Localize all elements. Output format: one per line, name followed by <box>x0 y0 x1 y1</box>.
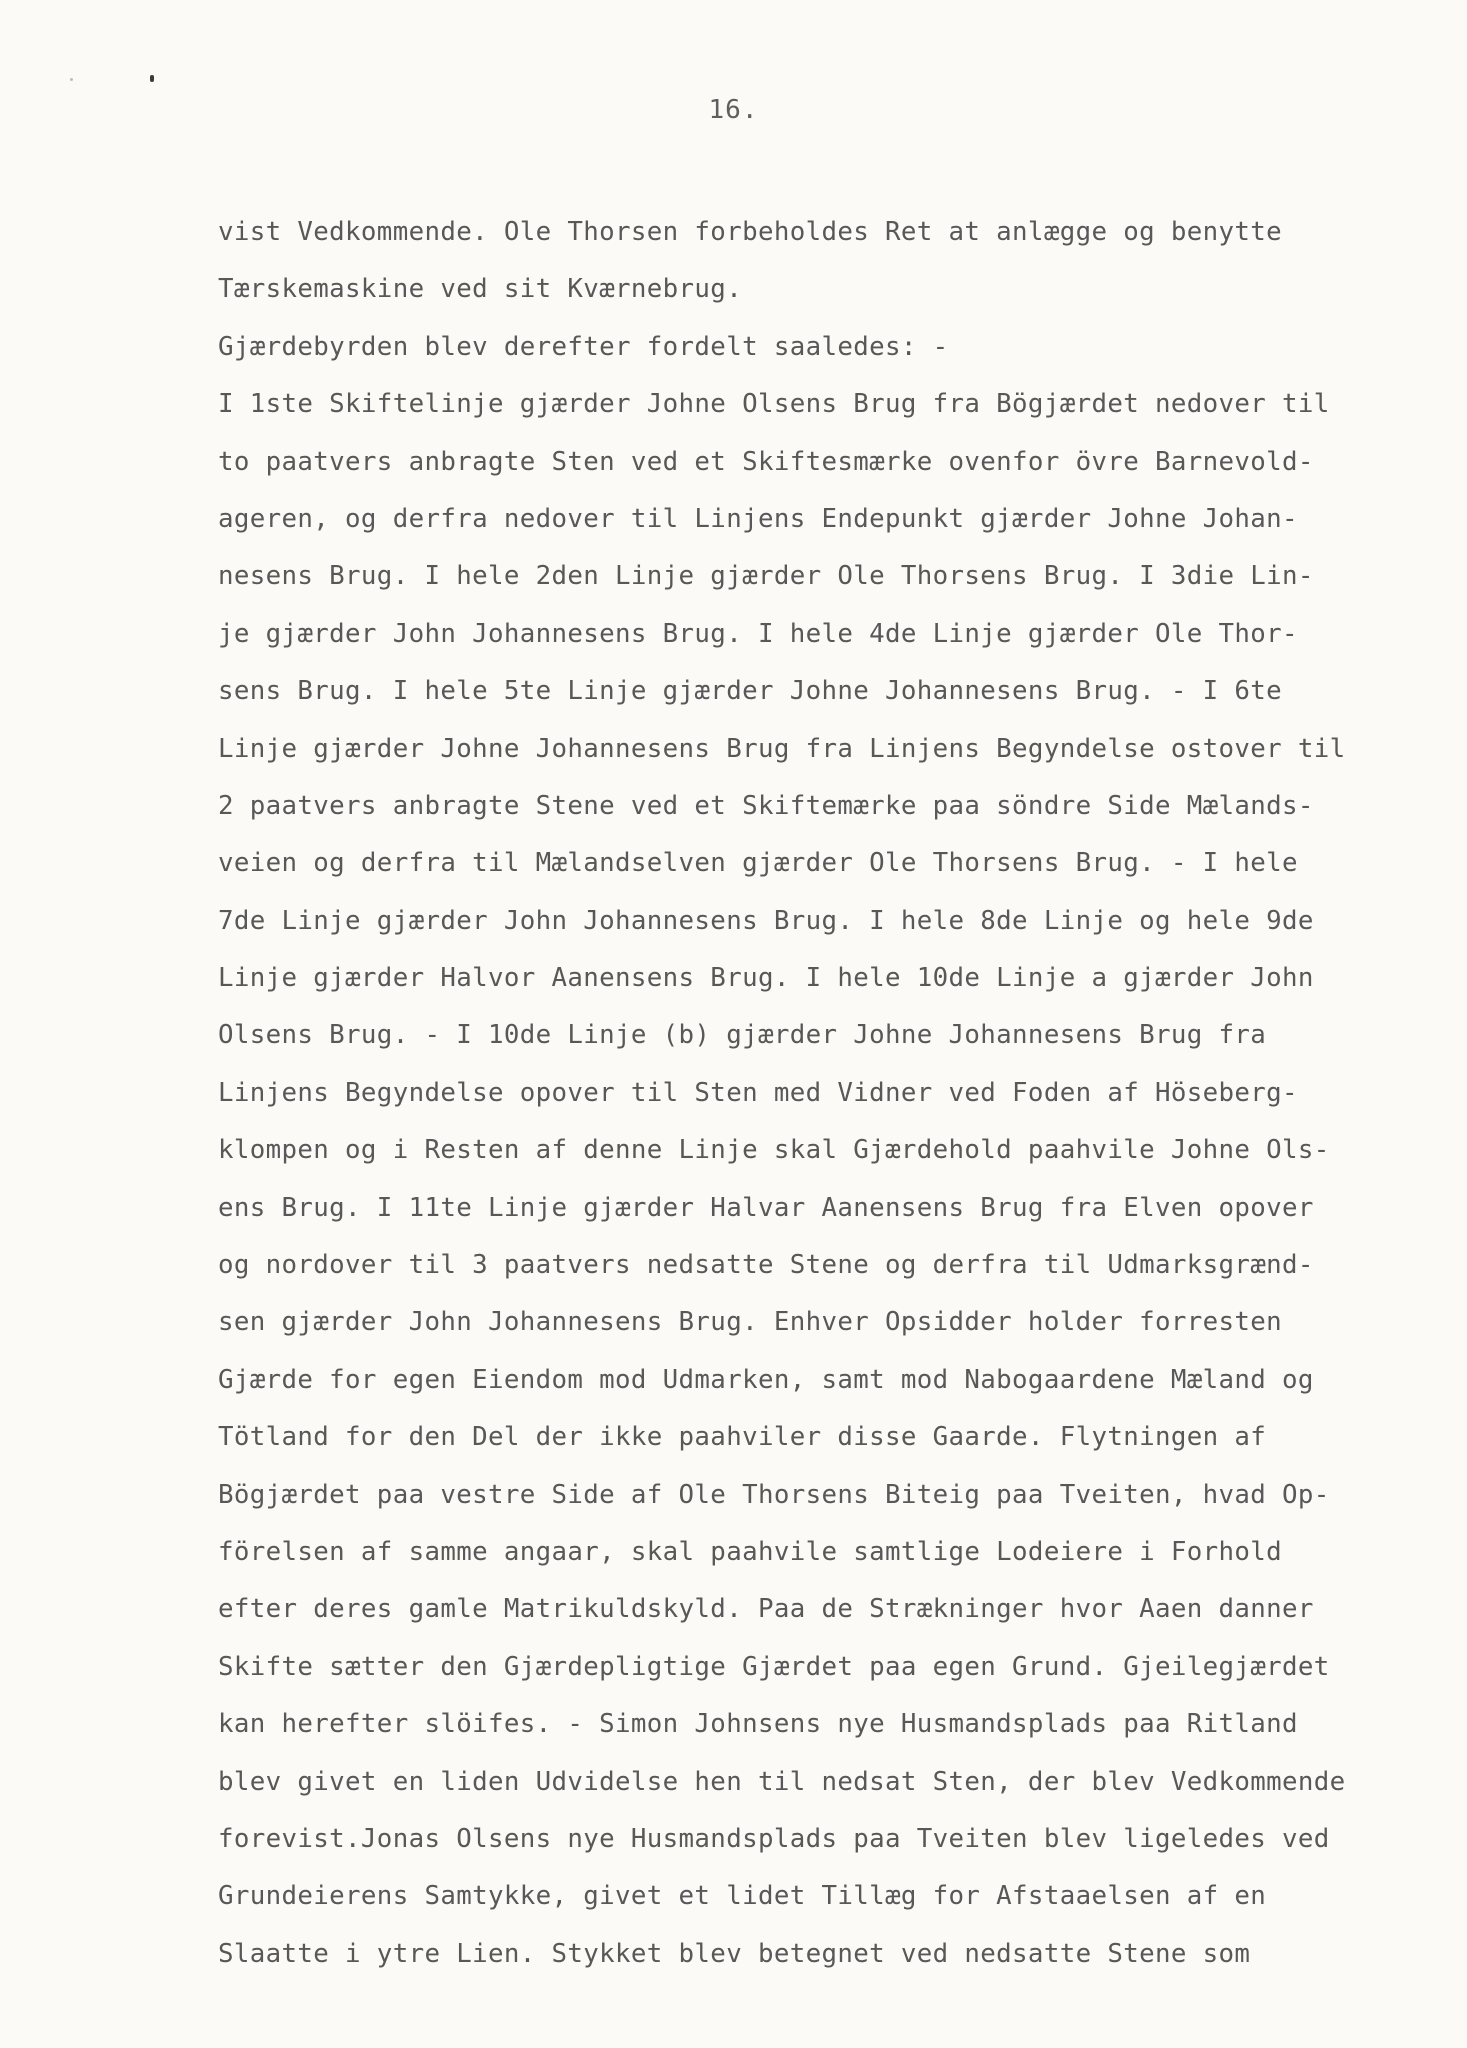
stray-mark <box>150 75 154 82</box>
text-line: Gjærde for egen Eiendom mod Udmarken, samt mod Nabogaardene Mæland og <box>218 1364 1314 1395</box>
text-line: Gjærdebyrden blev derefter fordelt saaledes: - <box>218 331 949 362</box>
text-line: ageren, og derfra nedover til Linjens Endepunkt gjærder Johne Johan- <box>218 503 1298 534</box>
text-line: Skifte sætter den Gjærdepligtige Gjærdet paa egen Grund. Gjeilegjærdet <box>218 1651 1330 1682</box>
text-line: Bögjærdet paa vestre Side af Ole Thorsens Biteig paa Tveiten, hvad Op- <box>218 1479 1330 1510</box>
text-line: to paatvers anbragte Sten ved et Skiftesmærke ovenfor övre Barnevold- <box>218 446 1314 477</box>
text-line: 2 paatvers anbragte Stene ved et Skiftemærke paa söndre Side Mælands- <box>218 790 1314 821</box>
text-line: sen gjærder John Johannesens Brug. Enhver Opsidder holder forresten <box>218 1307 1283 1338</box>
text-line: nesens Brug. I hele 2den Linje gjærder Ole Thorsens Brug. I 3die Lin- <box>218 561 1314 592</box>
body-text <box>218 204 1428 1983</box>
text-line: efter deres gamle Matrikuldskyld. Paa de Strækninger hvor Aaen danner <box>218 1594 1314 1625</box>
text-line: og nordover til 3 paatvers nedsatte Stene og derfra til Udmarksgrænd- <box>218 1250 1314 1281</box>
text-line: Linje gjærder Halvor Aanensens Brug. I hele 10de Linje a gjærder John <box>218 963 1314 994</box>
text-line: Slaatte i ytre Lien. Stykket blev betegnet ved nedsatte Stene som <box>218 1938 1251 1969</box>
page-number: 16. <box>708 95 759 125</box>
text-line: vist Vedkommende. Ole Thorsen forbeholdes Ret at anlægge og benytte <box>218 217 1283 247</box>
text-line: Olsens Brug. - I 10de Linje (b) gjærder Johne Johannesens Brug fra <box>218 1020 1267 1051</box>
text-line: ens Brug. I 11te Linje gjærder Halvar Aanensens Brug fra Elven opover <box>218 1192 1314 1223</box>
text-line: kan herefter slöifes. - Simon Johnsens nye Husmandsplads paa Ritland <box>218 1709 1298 1740</box>
text-line: je gjærder John Johannesens Brug. I hele 4de Linje gjærder Ole Thor- <box>218 618 1298 649</box>
text-line: veien og derfra til Mælandselven gjærder Ole Thorsens Brug. - I hele <box>218 848 1298 879</box>
text-line: Grundeierens Samtykke, givet et lidet Tillæg for Afstaaelsen af en <box>218 1881 1267 1912</box>
text-line: sens Brug. I hele 5te Linje gjærder Johne Johannesens Brug. - I 6te <box>218 676 1283 707</box>
text-line: Tötland for den Del der ikke paahviler disse Gaarde. Flytningen af <box>218 1422 1267 1453</box>
text-line: Linje gjærder Johne Johannesens Brug fra Linjens Begyndelse ostover til <box>218 733 1346 764</box>
text-line: blev givet en liden Udvidelse hen til nedsat Sten, der blev Vedkommende <box>218 1766 1346 1797</box>
text-line: förelsen af samme angaar, skal paahvile samtlige Lodeiere i Forhold <box>218 1536 1283 1567</box>
text-line: Linjens Begyndelse opover til Sten med Vidner ved Foden af Höseberg- <box>218 1077 1298 1108</box>
text-line: 7de Linje gjærder John Johannesens Brug. I hele 8de Linje og hele 9de <box>218 905 1314 936</box>
text-line: forevist.Jonas Olsens nye Husmandsplads paa Tveiten blev ligeledes ved <box>218 1823 1330 1854</box>
stray-mark <box>70 78 73 81</box>
text-line: I 1ste Skiftelinje gjærder Johne Olsens Brug fra Bögjærdet nedover til <box>218 389 1330 420</box>
text-line: Tærskemaskine ved sit Kværnebrug. <box>218 274 743 305</box>
text-line: klompen og i Resten af denne Linje skal Gjærdehold paahvile Johne Ols- <box>218 1135 1330 1166</box>
